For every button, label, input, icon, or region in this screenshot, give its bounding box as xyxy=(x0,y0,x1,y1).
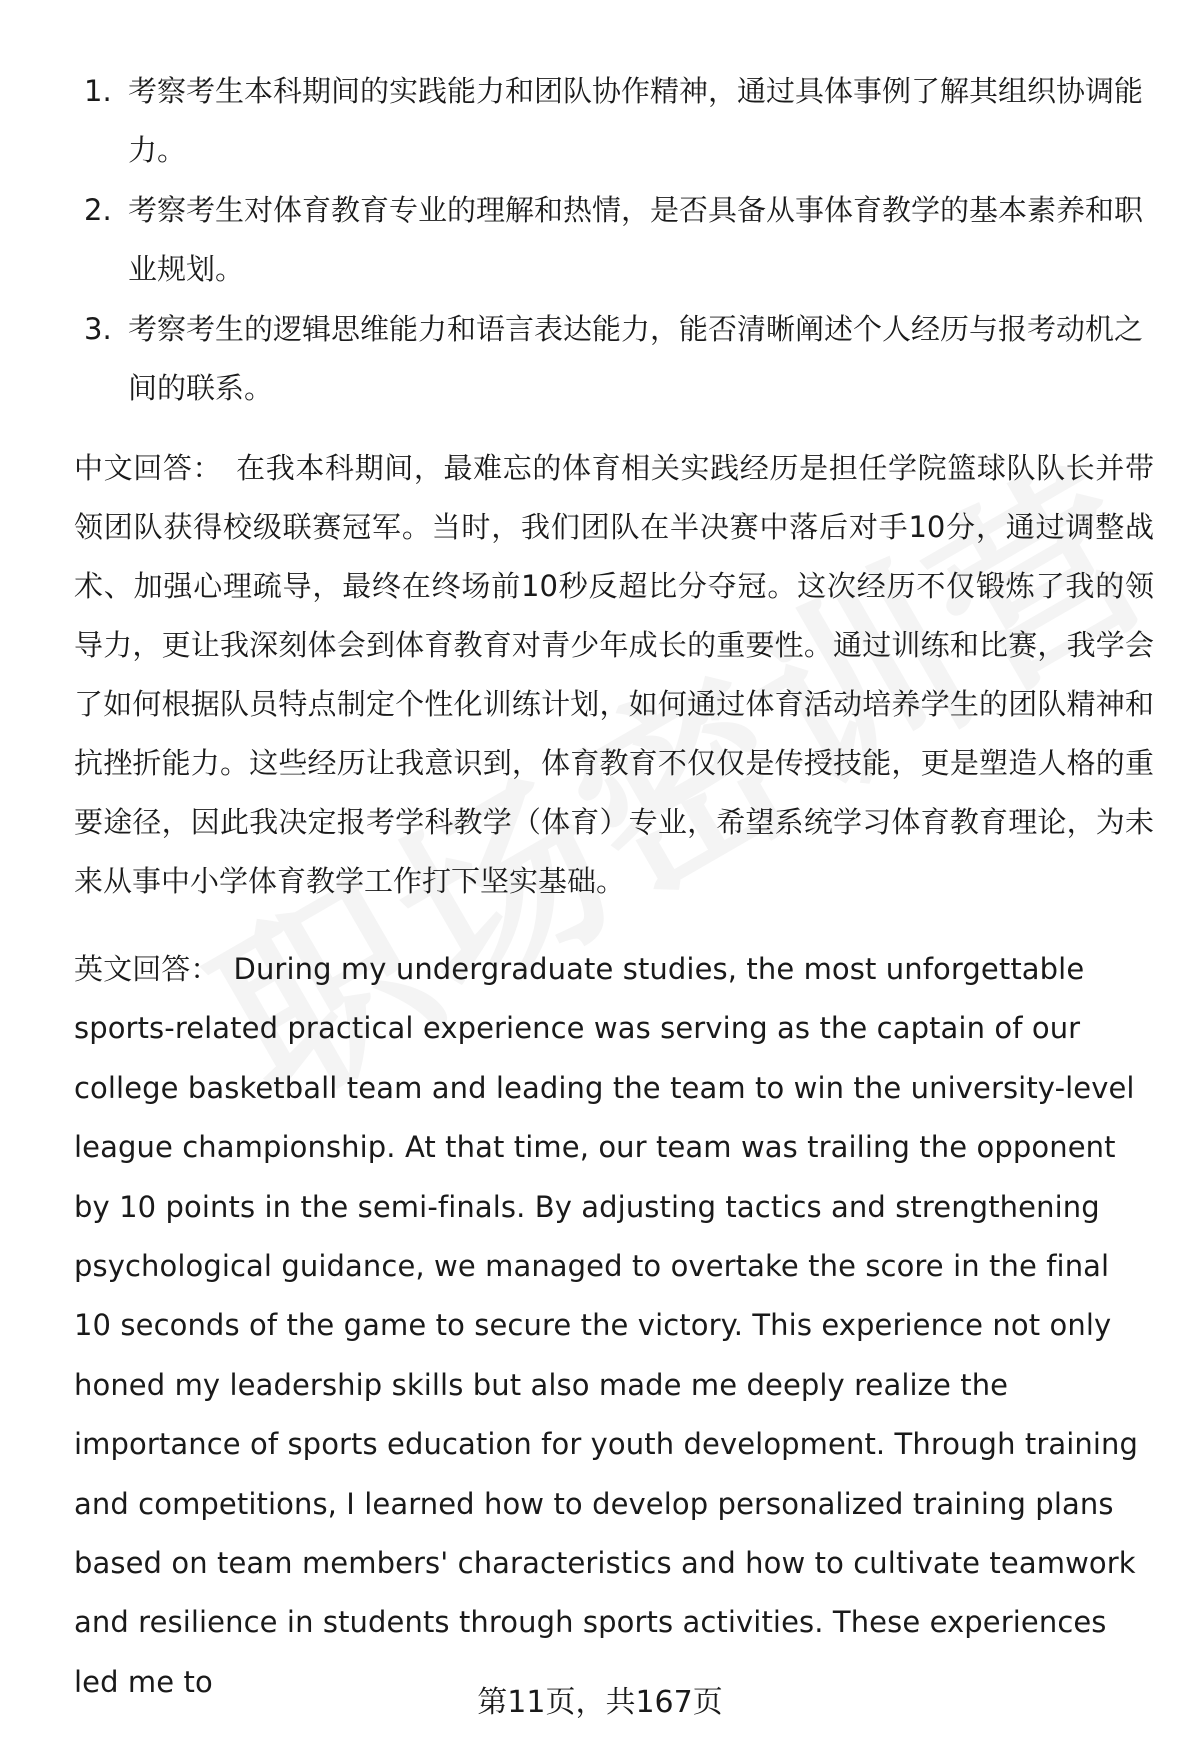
list-item xyxy=(74,181,1154,299)
page-number-footer: 第11页，共167页 xyxy=(477,1685,723,1720)
chinese-answer-label: 中文回答： xyxy=(74,451,223,485)
chinese-answer-paragraph xyxy=(74,439,1154,911)
page-content xyxy=(74,62,1154,1741)
list-item-text: 考察考生对体育教育专业的理解和热情，是否具备从事体育教学的基本素养和职业规划。 xyxy=(128,193,1144,286)
list-item-number: 1. xyxy=(84,74,112,108)
list-item xyxy=(74,300,1154,418)
list-item-number: 2. xyxy=(84,193,112,227)
assessment-goals-list xyxy=(74,62,1154,418)
english-answer-label: 英文回答： xyxy=(74,952,220,986)
english-answer-paragraph xyxy=(74,940,1154,1712)
chinese-answer-text: 在我本科期间，最难忘的体育相关实践经历是担任学院篮球队队长并带领团队获得校级联赛冠军。当时，我们团队在半决赛中落后对手10分，通过调整战术、加强心理疏导，最终在终场前10秒反超比分夺冠。这次经历不仅锻炼了我的领导力，更让我深刻体会到体育教育对青少年成长的重要性。通过训练和比赛，我学会了如何根据队员特点制定个性化训练计划，如何通过体育活动培养学生的团队精神和抗挫折能力。这些经历让我意识到，体育教育不仅仅是传授技能，更是塑造人格的重要途径，因此我决定报考学科教学（体育）专业，希望系统学习体育教育理论，为未来从事中小学体育教学工作打下坚实基础。 xyxy=(74,451,1154,898)
list-item-number: 3. xyxy=(84,312,112,346)
english-answer-text: During my undergraduate studies, the most unforgettable sports-related practical experience was serving as the captain of our college basketball team and leading the team to win the university-level league championship. At that time, our team was trailing the opponent by 10 points in the semi-finals. By adjusting tactics and strengthening psychological guidance, we managed to overtake the score in the final 10 seconds of the game to secure the victory. This experience not only honed my leadership skills but also made me deeply realize the importance of sports education for youth development. Through training and competitions, I learned how to develop personalized training plans based on team members' characteristics and how to cultivate teamwork and resilience in students through sports activities. These experiences led me to xyxy=(74,952,1139,1699)
list-item-text: 考察考生本科期间的实践能力和团队协作精神，通过具体事例了解其组织协调能力。 xyxy=(128,74,1144,167)
list-item xyxy=(74,62,1154,180)
list-item-text: 考察考生的逻辑思维能力和语言表达能力，能否清晰阐述个人经历与报考动机之间的联系。 xyxy=(128,312,1144,405)
